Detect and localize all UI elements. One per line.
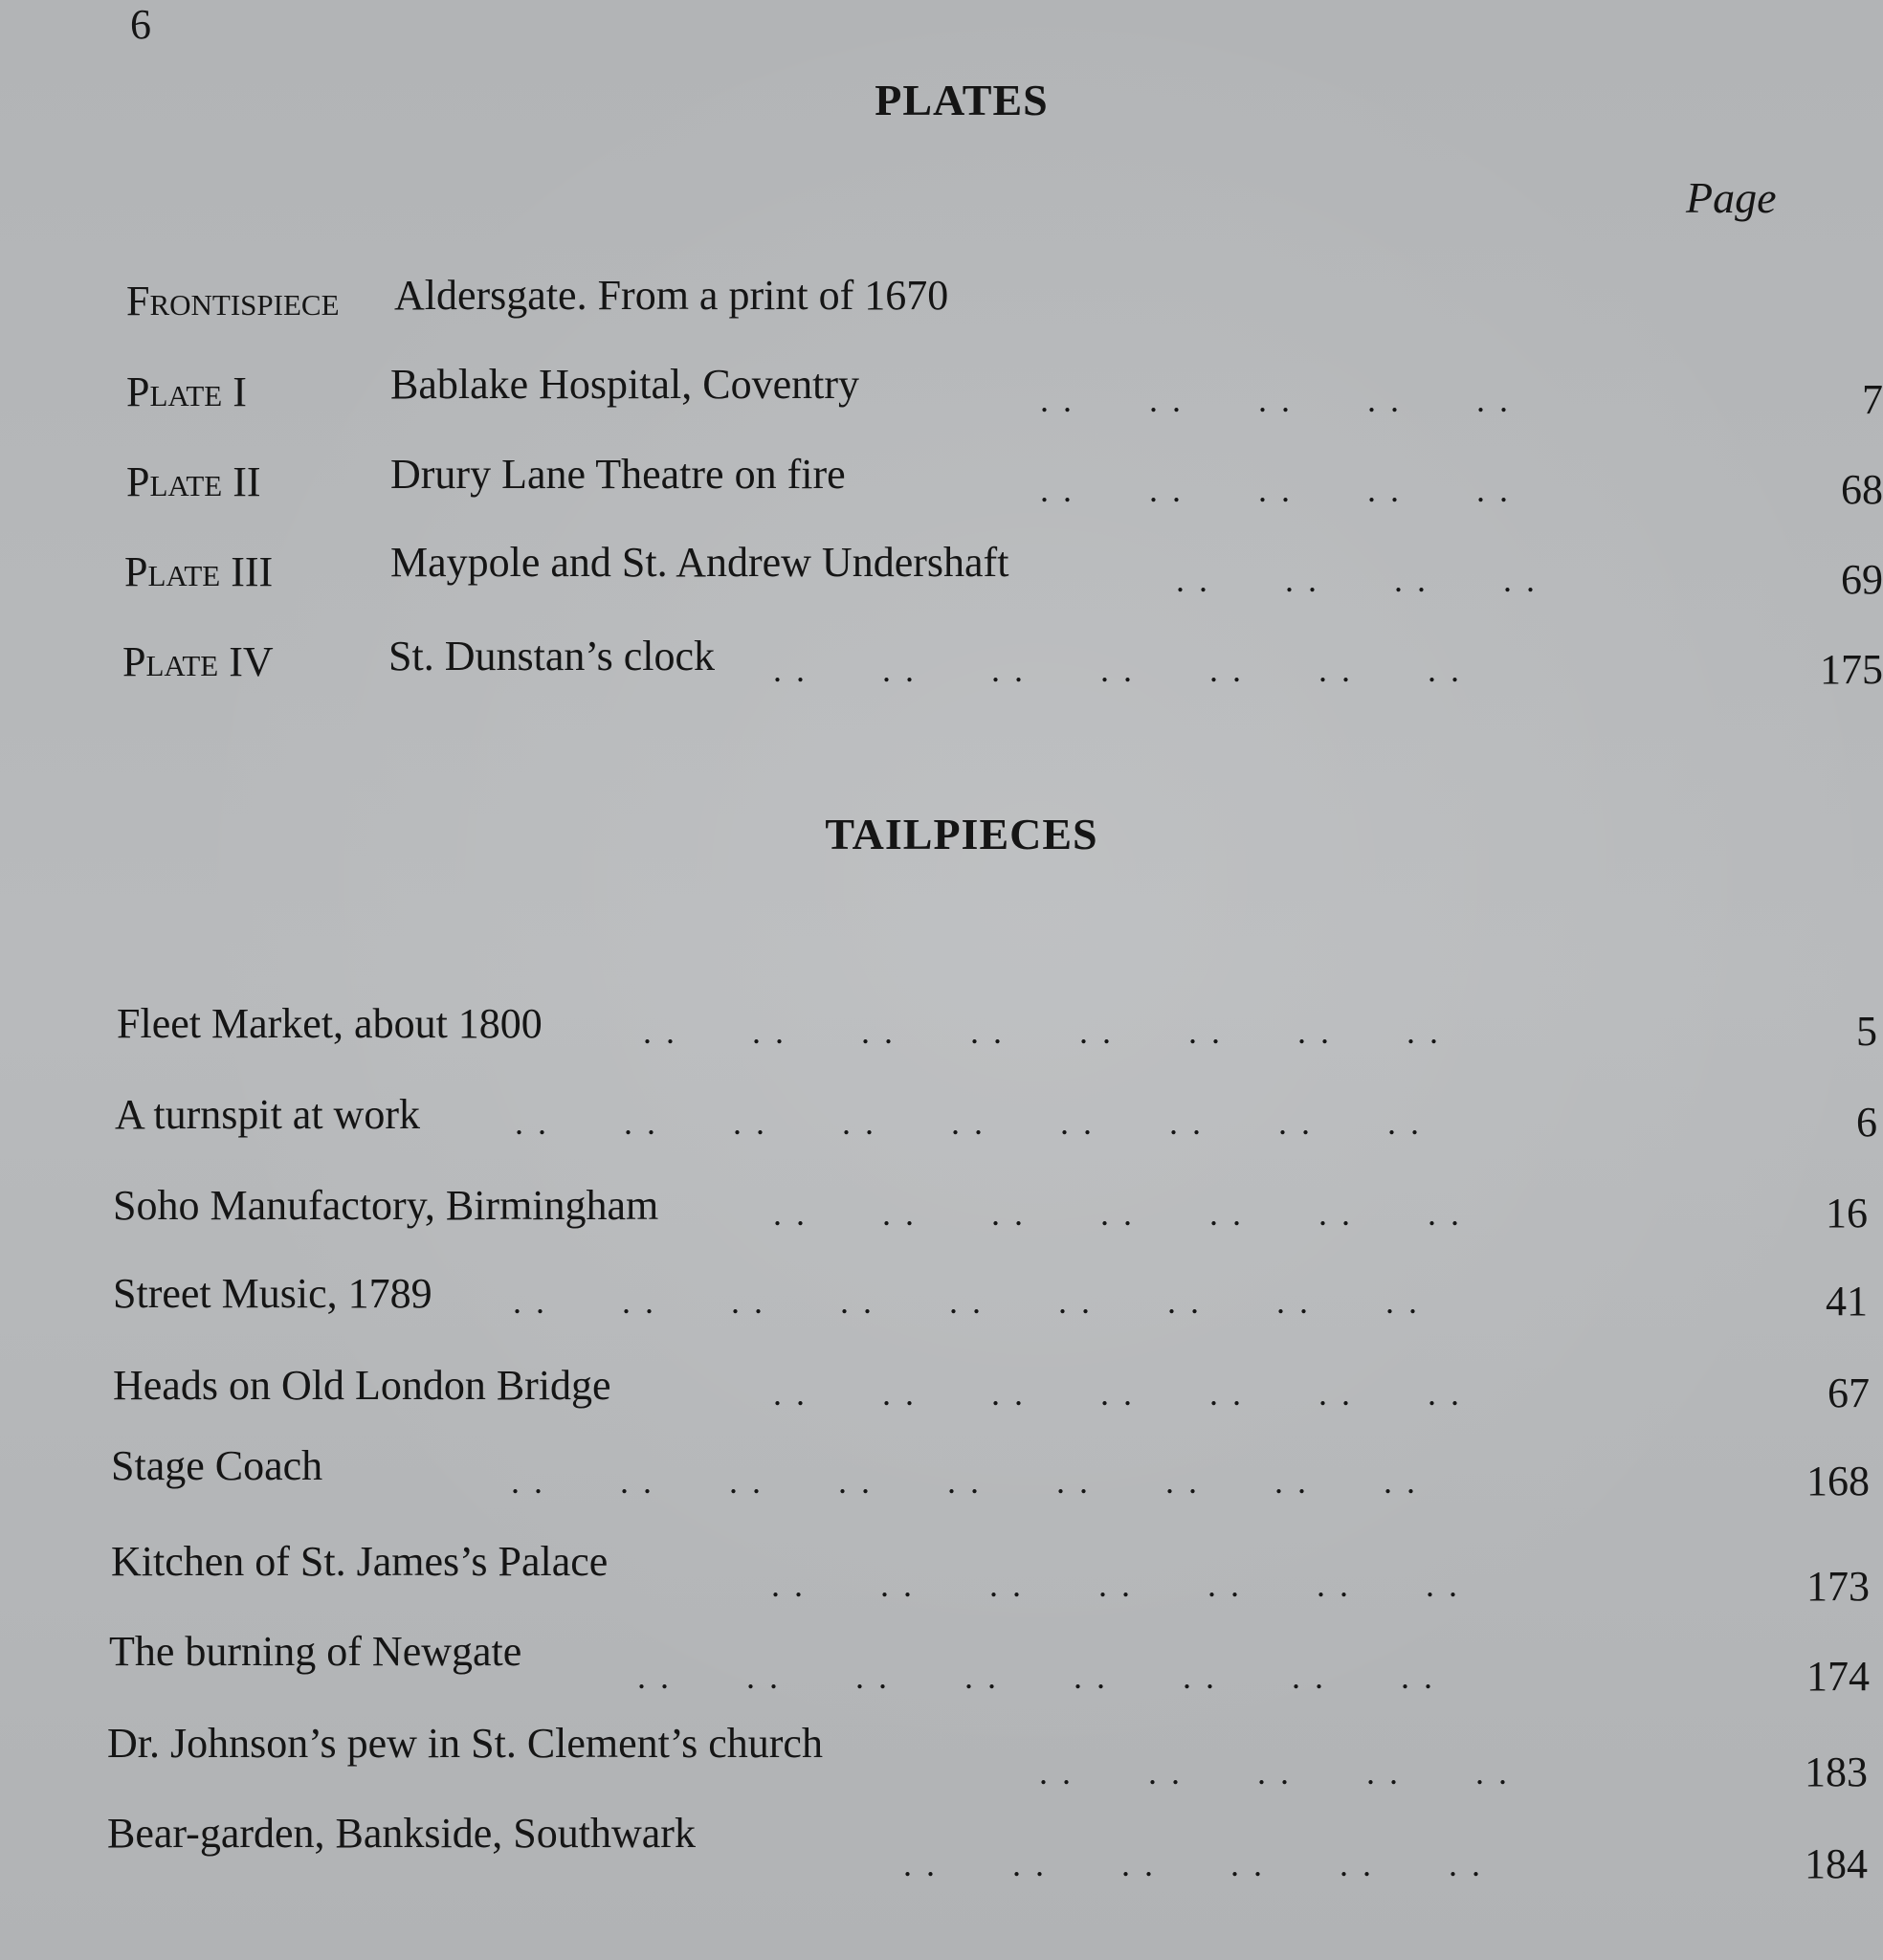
tailpiece-row-1 bbox=[115, 1086, 1877, 1146]
tailpiece-page-number: 183 bbox=[1805, 1748, 1868, 1795]
tailpiece-page-number: 5 bbox=[1856, 1008, 1877, 1055]
tailpiece-title: Fleet Market, about 1800 bbox=[117, 1000, 543, 1047]
plate-page-number: 68 bbox=[1841, 466, 1883, 513]
dot-leader: . . . . . . . . . . bbox=[1039, 1753, 1510, 1792]
dot-leader: . . . . . . . . . . . . . . . . . . bbox=[513, 1282, 1420, 1321]
dot-leader: . . . . . . . . . . . . . . . . bbox=[643, 1013, 1441, 1051]
tailpiece-page-number: 6 bbox=[1856, 1099, 1877, 1146]
plate-row-2 bbox=[126, 451, 1883, 513]
plate-title: Aldersgate. From a print of 1670 bbox=[394, 272, 949, 319]
dot-leader: . . . . . . . . . . . . . . bbox=[773, 1194, 1462, 1233]
tailpiece-row-3 bbox=[113, 1265, 1868, 1325]
plate-label: Frontispiece bbox=[126, 278, 340, 324]
dot-leader: . . . . . . . . . . bbox=[1040, 471, 1511, 509]
dot-leader: . . . . . . . . . . . . . . bbox=[773, 651, 1462, 689]
plate-row-1 bbox=[126, 361, 1883, 423]
tailpiece-title: Street Music, 1789 bbox=[113, 1270, 432, 1317]
plate-label: Plate III bbox=[124, 548, 274, 595]
plate-page-number: 69 bbox=[1841, 556, 1883, 603]
tailpiece-page-number: 174 bbox=[1806, 1653, 1870, 1700]
dot-leader: . . . . . . . . . . . . . . bbox=[773, 1374, 1462, 1413]
tailpiece-row-0 bbox=[117, 995, 1877, 1055]
page-column-label: Page bbox=[1686, 173, 1777, 222]
plate-row-4 bbox=[122, 633, 1883, 693]
page-number: 6 bbox=[130, 1, 151, 48]
plates-heading: PLATES bbox=[875, 76, 1049, 124]
dot-leader: . . . . . . . . . . . . . . . . bbox=[637, 1658, 1435, 1696]
dot-leader: . . . . . . . . . . . . . . bbox=[771, 1566, 1460, 1604]
tailpiece-row-6 bbox=[111, 1537, 1870, 1610]
tailpiece-title: Soho Manufactory, Birmingham bbox=[113, 1182, 659, 1229]
plate-row-3 bbox=[124, 539, 1883, 603]
tailpiece-row-4 bbox=[113, 1357, 1870, 1416]
dot-leader: . . . . . . . . . . . . bbox=[903, 1845, 1483, 1883]
plate-title: St. Dunstan’s clock bbox=[388, 633, 715, 679]
dot-leader: . . . . . . . . . . . . . . . . . . bbox=[511, 1462, 1418, 1501]
tailpiece-title: Bear-garden, Bankside, Southwark bbox=[107, 1810, 696, 1857]
dot-leader: . . . . . . . . . . bbox=[1040, 381, 1511, 419]
tailpiece-title: Stage Coach bbox=[111, 1442, 323, 1489]
plate-row-frontispiece bbox=[126, 273, 1772, 330]
plate-title: Bablake Hospital, Coventry bbox=[390, 361, 860, 408]
tailpiece-title: Heads on Old London Bridge bbox=[113, 1362, 611, 1409]
tailpiece-page-number: 184 bbox=[1805, 1840, 1868, 1887]
tailpiece-page-number: 16 bbox=[1826, 1190, 1868, 1236]
plate-label: Plate II bbox=[126, 458, 261, 505]
tailpiece-row-5 bbox=[111, 1442, 1870, 1504]
tailpiece-row-7 bbox=[109, 1627, 1870, 1700]
tailpiece-page-number: 67 bbox=[1828, 1370, 1870, 1416]
tailpieces-heading: TAILPIECES bbox=[825, 810, 1098, 858]
plate-page-number: 7 bbox=[1862, 376, 1883, 423]
plate-label: Plate I bbox=[126, 368, 247, 415]
tailpiece-title: Dr. Johnson’s pew in St. Clement’s church bbox=[107, 1720, 823, 1767]
plate-title: Drury Lane Theatre on fire bbox=[390, 451, 846, 498]
tailpiece-page-number: 173 bbox=[1806, 1563, 1870, 1610]
tailpiece-title: A turnspit at work bbox=[115, 1091, 420, 1138]
dot-leader: . . . . . . . . bbox=[1176, 561, 1538, 599]
tailpiece-page-number: 168 bbox=[1806, 1458, 1870, 1504]
plate-label: Plate IV bbox=[122, 638, 274, 685]
tailpiece-row-9 bbox=[107, 1809, 1868, 1887]
tailpiece-title: The burning of Newgate bbox=[109, 1628, 522, 1675]
tailpiece-page-number: 41 bbox=[1826, 1278, 1868, 1325]
plate-page-number: 175 bbox=[1820, 646, 1883, 693]
tailpiece-row-8 bbox=[107, 1719, 1868, 1795]
tailpiece-row-2 bbox=[113, 1177, 1868, 1236]
dot-leader: . . . . . . . . . . . . . . . . . . bbox=[515, 1103, 1422, 1142]
tailpiece-title: Kitchen of St. James’s Palace bbox=[111, 1538, 609, 1585]
plate-title: Maypole and St. Andrew Undershaft bbox=[390, 539, 1009, 586]
